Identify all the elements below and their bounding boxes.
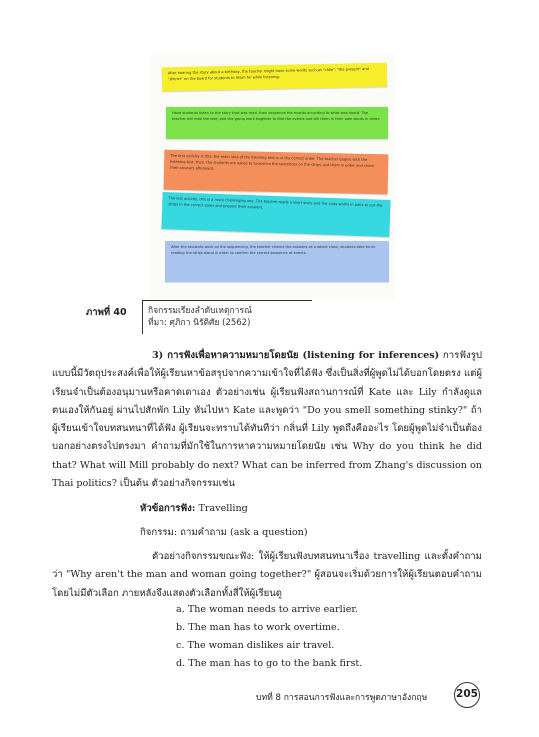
page-number: 205 (454, 682, 480, 708)
activity-line: กิจกรรม: ถามคำถาม (ask a question) (140, 527, 308, 538)
inference-paragraph (52, 347, 482, 493)
figure-label: ภาพที่ 40 (86, 307, 127, 318)
section-heading: 3) การฟังเพื่อหาความหมายโดยนัย (listening for inferences) (152, 350, 440, 361)
caption-text (148, 305, 252, 329)
topic-line (140, 500, 248, 518)
sequencing-activity-photo (150, 55, 395, 300)
sentence-strip-orange: The first activity is this: the main idea of the listening text is in the correct order. The teacher begins with the listening test, then, the students are asked to sequence the sentences on the strips, put them in order and check their answers afterward. (164, 150, 389, 195)
sentence-strip-blue: After the students work on the sequencing, the teacher checks the answers as a whole class, students take turns reading the strips aloud in order to confirm the correct sequence of events. (165, 241, 389, 282)
page-footer (256, 682, 486, 712)
example-text: ตัวอย่างกิจกรรมขณะฟัง: ให้ผู้เรียนฟังบทสนทนาเรื่อง travelling และตั้งคำถามว่า "Why aren't the man and woman going together?" ผู้สอนจะเริ่มด้วยการให้ผู้เรียนตอบคำถามโดยไม่มีตัวเลือก ภายหลังจึงแสดงตัวเลือกทั้งสี่ให้ผู้เรียนดู (52, 551, 482, 599)
chapter-title: บทที่ 8 การสอนการฟังและการพูดภาษาอังกฤษ (256, 693, 428, 703)
sentence-strip-cyan: The last activity, this is a more challenging one. The teacher reads a short story and the class works in pairs to put the strips in the correct order and present their answers. (161, 192, 390, 237)
option-c: c. The woman dislikes air travel. (176, 640, 335, 651)
caption-source: ที่มา: ศุภิกา นิรัติศัย (2562) (148, 318, 251, 328)
paragraph-text: การฟังรูปแบบนี้มีวัตถุประสงค์เพื่อให้ผู้เรียนหาข้อสรุปจากความเข้าใจที่ได้ฟัง ซึ่งเป็นสิ่งที่ผู้พูดไม่ได้บอกโดยตรง แต่ผู้เรียนจำเป็นต้องอนุมานหรือคาดเดาเอง ตัวอย่างเช่น ผู้เรียนฟังสถานการณ์ที่ Kate และ Lily กำลังดูแลตนเองให้กันอยู่ ผ่านไปสักพัก Lily หันไปหา Kate และพูดว่า "Do you smell something stinky?" ถ้าผู้เรียนเข้าใจบทสนทนาที่ได้ฟัง ผู้เรียนจะทราบได้ทันทีว่า กลิ่นที่ Lily พูดถึงคืออะไร โดยผู้พูดไม่จำเป็นต้องบอกอย่างตรงไปตรงมา คำถามที่มักใช้ในการหาความหมายโดยนัย เช่น Why do you think he did that? What will Mill probably do next? What can be inferred from Zhang's discussion on Thai politics? เป็นต้น ตัวอย่างกิจกรรมเช่น (52, 350, 482, 490)
example-paragraph (52, 548, 482, 603)
sentence-strip-green: Have students listen to the story that was read, then sequence the events according to what was heard. The teacher will read the text, and the group work together to find the events and tell them in their own words in order. (166, 107, 388, 139)
figure-caption (86, 300, 316, 334)
option-d: d. The man has to go to the bank first. (176, 658, 363, 669)
caption-title: กิจกรรมเรียงลำดับเหตุการณ์ (148, 306, 252, 316)
caption-rule (142, 300, 312, 301)
sentence-strip-yellow: After hearing the story about a birthday, the teacher might have some words such as "cake", "the present" and "dinner" on the board for students to listen for while listening. (162, 63, 387, 92)
topic-value: Travelling (198, 503, 248, 514)
option-a: a. The woman needs to arrive earlier. (176, 604, 358, 615)
option-b: b. The man has to work overtime. (176, 622, 340, 633)
topic-label: หัวข้อการฟัง: (140, 503, 196, 514)
caption-divider (142, 300, 143, 334)
